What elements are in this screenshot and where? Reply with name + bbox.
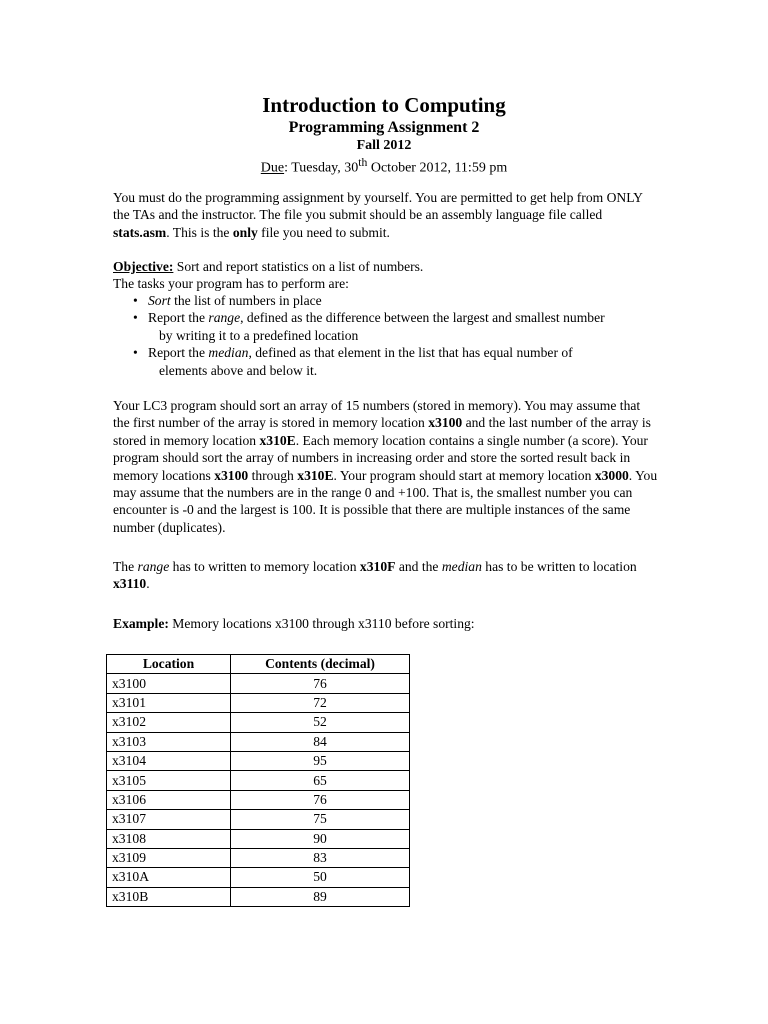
tasks-intro: The tasks your program has to perform are: (113, 276, 349, 291)
contents-cell: 50 (231, 868, 410, 887)
contents-cell: 52 (231, 713, 410, 732)
addr-first: x3100 (428, 415, 463, 431)
addr-last: x310E (259, 432, 296, 448)
addr-range: x310F (359, 559, 396, 574)
location-cell: x3107 (107, 810, 231, 829)
addr-program-start: x3000 (594, 467, 629, 483)
location-cell: x310B (107, 887, 231, 906)
table-row (107, 732, 410, 751)
rm-text-2: has to written to memory location (169, 559, 360, 574)
table-row (107, 810, 410, 829)
location-cell: x3104 (107, 751, 231, 770)
column-header-location: Location (107, 655, 231, 674)
contents-cell: 89 (231, 887, 410, 906)
rm-text-3: and the (395, 559, 442, 574)
contents-cell: 95 (231, 751, 410, 770)
sort-text-1: Your LC3 program should sort an array of 15 numbers (stored in memory). You may assume that the first number of the array is stored in memory location (113, 398, 641, 431)
intro-text-2: . This is the (166, 224, 233, 240)
task-range-em: range (208, 310, 241, 326)
contents-cell: 83 (231, 848, 410, 867)
location-cell: x3101 (107, 693, 231, 712)
rm-range-em: range (137, 559, 170, 574)
location-cell: x3106 (107, 790, 231, 809)
example-text: Memory locations x3100 through x3110 before sorting: (168, 616, 475, 631)
task-range-text: , defined as the difference between the largest and smallest number (240, 310, 605, 326)
task-median-pre: Report the (148, 345, 209, 361)
task-list (133, 292, 658, 379)
location-cell: x310A (107, 868, 231, 887)
contents-cell: 84 (231, 732, 410, 751)
sort-text-2: and the last number of the array is stored in memory location (113, 415, 651, 448)
contents-cell: 90 (231, 829, 410, 848)
table-row (107, 771, 410, 790)
table-row (107, 868, 410, 887)
table-row (107, 713, 410, 732)
task-item-range (133, 309, 658, 344)
objective-text: Sort and report statistics on a list of numbers. (173, 259, 424, 274)
sort-text-4: through (248, 467, 298, 483)
table-row (107, 829, 410, 848)
due-text-post: October 2012, 11:59 pm (367, 160, 508, 176)
rm-text-1: The (113, 559, 138, 574)
due-date-line (0, 153, 768, 179)
memory-table (106, 654, 410, 907)
task-item-sort (133, 292, 658, 309)
task-median-continuation: elements above and below it. (159, 362, 318, 378)
sort-text-3: . Each memory location contains a single number (a score). Your program should sort the array of numbers in increasing order and store the sorted result back in memory locations (113, 432, 648, 483)
intro-text-1: You must do the programming assignment by yourself. You are permitted to get help from ONLY the TAs and the instructor. The file you submit should be an assembly language file called (113, 190, 643, 223)
location-cell: x3100 (107, 674, 231, 693)
intro-only: only (232, 224, 258, 240)
table-row (107, 674, 410, 693)
table-row (107, 693, 410, 712)
rm-text-5: . (146, 576, 150, 592)
example-line (113, 615, 658, 632)
addr-store-start: x3100 (214, 467, 249, 483)
intro-filename: stats.asm (113, 224, 167, 240)
task-sort-em: Sort (148, 293, 171, 308)
contents-cell: 76 (231, 674, 410, 693)
range-median-paragraph (113, 558, 658, 593)
column-header-contents: Contents (decimal) (231, 655, 410, 674)
addr-median: x3110 (113, 576, 147, 592)
contents-cell: 72 (231, 693, 410, 712)
table-header-row (107, 655, 410, 674)
location-cell: x3102 (107, 713, 231, 732)
objective-line (113, 258, 658, 275)
addr-store-end: x310E (297, 467, 334, 483)
term-label: Fall 2012 (356, 138, 412, 153)
rm-median-em: median (441, 559, 482, 574)
sort-text-5: . Your program should start at memory location (333, 467, 595, 483)
location-cell: x3109 (107, 848, 231, 867)
objective-label: Objective: (113, 259, 174, 274)
intro-paragraph (113, 189, 658, 241)
assignment-subtitle: Programming Assignment 2 (288, 119, 480, 136)
sort-text-6: . You may assume that the numbers are in the range 0 and +100. That is, the smallest number you can encounter is -0 and the largest is 100. It is possible that there are multiple instances of the same number (duplicates). (113, 467, 658, 535)
table-row (107, 848, 410, 867)
table-row (107, 790, 410, 809)
example-label: Example: (113, 616, 169, 631)
location-cell: x3103 (107, 732, 231, 751)
contents-cell: 76 (231, 790, 410, 809)
task-median-text: , defined as that element in the list that has equal number of (248, 345, 573, 361)
document-title: Introduction to Computing (262, 93, 506, 117)
sorting-paragraph (113, 397, 658, 536)
rm-text-4: has to be written to location (481, 559, 637, 574)
task-item-median (133, 344, 658, 379)
location-cell: x3108 (107, 829, 231, 848)
due-label: Due (260, 160, 285, 176)
task-sort-text: the list of numbers in place (170, 293, 322, 308)
contents-cell: 75 (231, 810, 410, 829)
task-range-continuation: by writing it to a predefined location (159, 327, 359, 343)
table-row (107, 751, 410, 770)
location-cell: x3105 (107, 771, 231, 790)
task-range-pre: Report the (148, 310, 209, 326)
due-superscript: th (358, 156, 368, 169)
table-row (107, 887, 410, 906)
contents-cell: 65 (231, 771, 410, 790)
intro-text-3: file you need to submit. (257, 224, 390, 240)
due-text-pre: : Tuesday, 30 (284, 160, 359, 176)
task-median-em: median (208, 345, 249, 361)
